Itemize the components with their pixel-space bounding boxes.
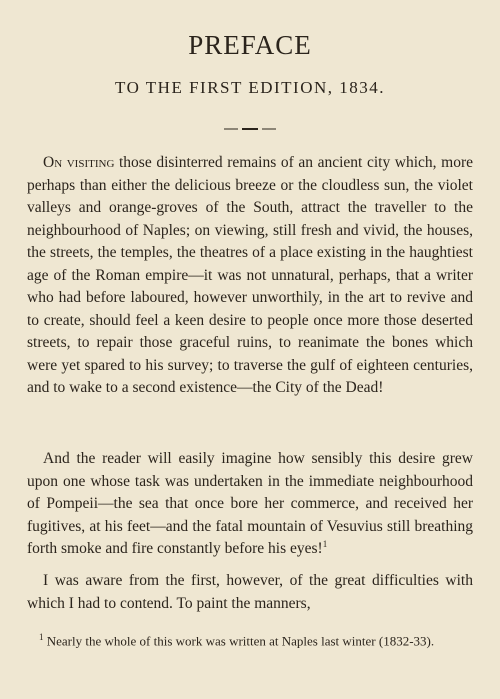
paragraph-1-text: those disinterred remains of an ancient city which, more perhaps than either the delicious breeze or the cloudless sun, the violet valleys and orange-groves of the South, attract the traveller to the neighbourhood of Naples; on viewing, still fresh and vivid, the houses, the streets, the temples, the theatres of a place existing in the haughtiest age of the Roman empire—it was not unnatural, perhaps, that a writer who had before laboured, however unworthily, in the art to revive and to create, should feel a keen desire to people once more those deserted streets, to repair those graceful ruins, to reanimate the bones which were yet spared to his survey; to traverse the gulf of eighteen centuries, and to wake to a second existence—the City of the Dead! bbox=[27, 154, 473, 396]
paragraph-2 bbox=[27, 448, 473, 561]
footnote-reference: 1 bbox=[322, 538, 328, 549]
paragraph-1-opening-words: On visiting bbox=[43, 154, 115, 171]
paragraph-1 bbox=[27, 152, 473, 400]
page-title: PREFACE bbox=[188, 30, 312, 60]
page-subtitle: TO THE FIRST EDITION, 1834. bbox=[115, 78, 385, 97]
footnote-text: Nearly the whole of this work was written at Naples last winter (1832-33). bbox=[46, 633, 435, 649]
paragraph-3 bbox=[27, 570, 473, 615]
footnote bbox=[27, 628, 473, 650]
paragraph-2-text: And the reader will easily imagine how sensibly this desire grew upon one whose task was undertaken in the immediate neighbourhood of Pompeii—the sea that once bore her commerce, and received her fugitives, at his feet—and the fatal mountain of Vesuvius still breathing forth smoke and fire constantly before his eyes! bbox=[27, 450, 473, 557]
ornamental-divider bbox=[224, 126, 276, 132]
footnote-marker: 1 bbox=[39, 632, 44, 642]
paragraph-3-text: I was aware from the first, however, of the great difficulties with which I had to contend. To paint the manners, bbox=[27, 572, 473, 612]
